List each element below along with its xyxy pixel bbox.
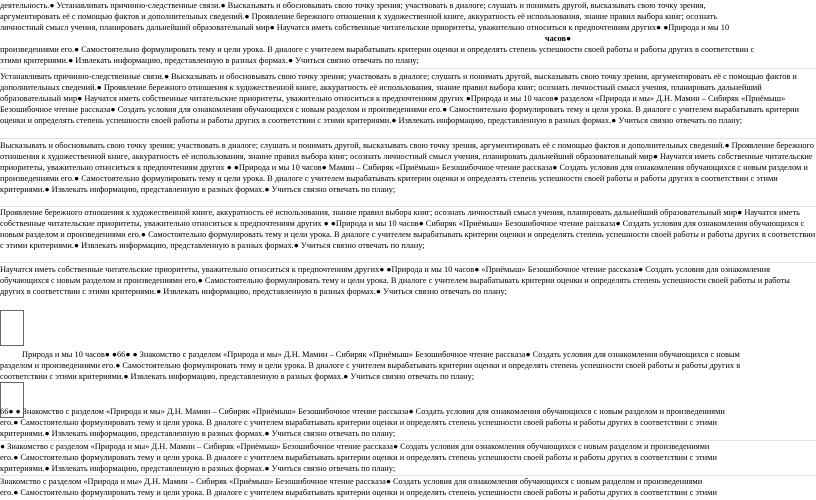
- text-paragraph: Устанавливать причинно-следственные связи.● Высказывать и обосновывать свою точку зрения; участвовать в диалоге; слушать и понимать другой, высказывать свою точку зрения, аргументировать её с помощью фактов и дополнительных сведений.● Проявление бережного отношения к художественной книге, аккуратность её использования, знание правил выбора книг; осознать личностный смысл учения, планировать дальнейший образовательный мир● Научатся иметь собственные читательские приоритеты, уважительно относиться к предпочтениям других ●Природа и мы 10 часов● разделом «Природа и мы» Д.Н. Мамин – Сибиряк «Приёмыш» Безошибочное чтение рассказа● Создать условия для ознакомления обучающихся с новым разделом и произведениями его.● Самостоятельно формулировать тему и цели урока. В диалоге с учителем вырабатывать критерии оценки и определять степень успешности своей работы и работы других в соответствии с этими критериями.● Извлекать информацию, представленную в разных формах.● Учиться связно отвечать по плану;: [0, 72, 799, 125]
- text-paragraph: Научатся иметь собственные читательские приоритеты, уважительно относиться к предпочтениям других● ●Природа и мы 10 часов● «Приёмыш» Безошибочное чтение рассказа● Создать условия для ознакомления обучающихся с новым разделом и произведениями его.● Самостоятельно формулировать тему и цели урока. В диалоге с учителем вырабатывать критерии оценки и определять степень успешности своей работы и работы других в соответствии с этими критериями.● Извлекать информацию, представленную в разных формах.● Учиться связно отвечать по плану;: [0, 265, 790, 296]
- empty-cell-box: [0, 310, 24, 346]
- text-line: его.● Самостоятельно формулировать тему и цели урока. В диалоге с учителем вырабатывать критерии оценки и определять степень успешности своей работы и работы других в соответствии с этими: [0, 453, 717, 462]
- text-line: деятельность.● Устанавливать причинно-следственные связи.● Высказывать и обосновывать свою точку зрения; участвовать в диалоге; слушать и понимать другой, высказывать свою точку зрения,: [0, 1, 706, 10]
- text-paragraph: Высказывать и обосновывать свою точку зрения; участвовать в диалоге; слушать и понимать другой, высказывать свою точку зрения, аргументировать её с помощью фактов и дополнительных сведений.● Проявление бережного отношения к художественной книге, аккуратность её использования, знание правил выбора книг; осознать личностный смысл учения, планировать дальнейший образовательный мир● Научатся иметь собственные читательские приоритеты, уважительно относиться к предпочтениям других ● ●Природа и мы 10 часов● Мамин – Сибиряк «Приёмыш» Безошибочное чтение рассказа● Создать условия для ознакомления обучающихся с новым разделом и произведениями его.● Самостоятельно формулировать тему и цели урока. В диалоге с учителем вырабатывать критерии оценки и определять степень успешности своей работы и работы других в соответствии с этими критериями.● Извлекать информацию, представленную в разных формах.● Учиться связно отвечать по плану;: [0, 141, 814, 194]
- text-line: его.● Самостоятельно формулировать тему и цели урока. В диалоге с учителем вырабатывать критерии оценки и определять степень успешности своей работы и работы других в соответствии с этими: [0, 418, 717, 427]
- text-block-1: [0, 0, 816, 66]
- text-line: ● Знакомство с разделом «Природа и мы» Д.Н. Мамин – Сибиряк «Приёмыш» Безошибочное чтение рассказа● Создать условия для ознакомления обучающихся с новым разделом и произведениями: [0, 442, 710, 451]
- text-line: 66● ● Знакомство с разделом «Природа и мы» Д.Н. Мамин – Сибиряк «Приёмыш» Безошибочное чтение рассказа● Создать условия для ознакомления обучающихся с новым разделом и произведениями: [0, 407, 725, 416]
- divider: [0, 138, 816, 139]
- text-line: личностный смысл учения, планировать дальнейший образовательный мир● Научатся иметь собственные читательские приоритеты, уважительно относиться к предпочтениям других● ●Природа и мы 10: [0, 23, 730, 32]
- text-line: аргументировать её с помощью фактов и дополнительных сведений.● Проявление бережного отношения к художественной книге, аккуратность её использования, знание правил выбора книг; осознать: [0, 12, 718, 21]
- text-paragraph: Проявление бережного отношения к художественной книге, аккуратность её использования, знание правил выбора книг; осознать личностный смысл учения, планировать дальнейший образовательный мир● Научатся иметь собственные читательские приоритеты, уважительно относиться к предпочтениям других ● ●Природа и мы 10 часов● Сибиряк «Приёмыш» Безошибочное чтение рассказа● Создать условия для ознакомления обучающихся с новым разделом и произведениями его.● Самостоятельно формулировать тему и цели урока. В диалоге с учителем вырабатывать критерии оценки и определять степень успешности своей работы и работы других в соответствии с этими критериями.● Извлекать информацию, представленную в разных формах.● Учиться связно отвечать по плану;: [0, 208, 816, 250]
- divider: [0, 68, 816, 69]
- text-line: его.● Самостоятельно формулировать тему и цели урока. В диалоге с учителем вырабатывать критерии оценки и определять степень успешности своей работы и работы других в соответствии с этими: [0, 488, 717, 497]
- text-line: Знакомство с разделом «Природа и мы» Д.Н. Мамин – Сибиряк «Приёмыш» Безошибочное чтение рассказа● Создать условия для ознакомления обучающихся с новым разделом и произведениями: [0, 477, 703, 486]
- divider: [0, 262, 816, 263]
- text-block-6: [0, 349, 816, 382]
- text-line: критериями.● Извлекать информацию, представленную в разных формах.● Учиться связно отвечать по плану;: [0, 429, 396, 438]
- text-line: Природа и мы 10 часов● ●66● ● Знакомство с разделом «Природа и мы» Д.Н. Мамин – Сибиряк «Приёмыш» Безошибочное чтение рассказа● Создать условия для ознакомления обучающихся с новым: [22, 350, 740, 359]
- text-line: разделом и произведениями его.● Самостоятельно формулировать тему и цели урока. В диалоге с учителем вырабатывать критерии оценки и определять степень успешности своей работы и работы других в: [0, 361, 741, 370]
- text-line: этими критериями.● Извлекать информацию, представленную в разных формах.● Учиться связно отвечать по плану;: [0, 56, 419, 65]
- section-heading: часов●: [544, 34, 572, 43]
- text-block-8: [0, 441, 816, 474]
- text-line: критериями.● Извлекать информацию, представленную в разных формах.● Учиться связно отвечать по плану;: [0, 464, 396, 473]
- text-block-9: [0, 476, 816, 498]
- text-block-2: [0, 71, 816, 126]
- text-block-4: [0, 207, 816, 251]
- text-line: произведениями его.● Самостоятельно формулировать тему и цели урока. В диалоге с учителем вырабатывать критерии оценки и определять степень успешности своей работы и работы других в соответствии с: [0, 45, 755, 54]
- text-block-3: [0, 140, 816, 195]
- text-block-7: [0, 406, 816, 439]
- text-line: соответствии с этими критериями.● Извлекать информацию, представленную в разных формах.● Учиться связно отвечать по плану;: [0, 372, 475, 381]
- text-block-5: [0, 264, 816, 297]
